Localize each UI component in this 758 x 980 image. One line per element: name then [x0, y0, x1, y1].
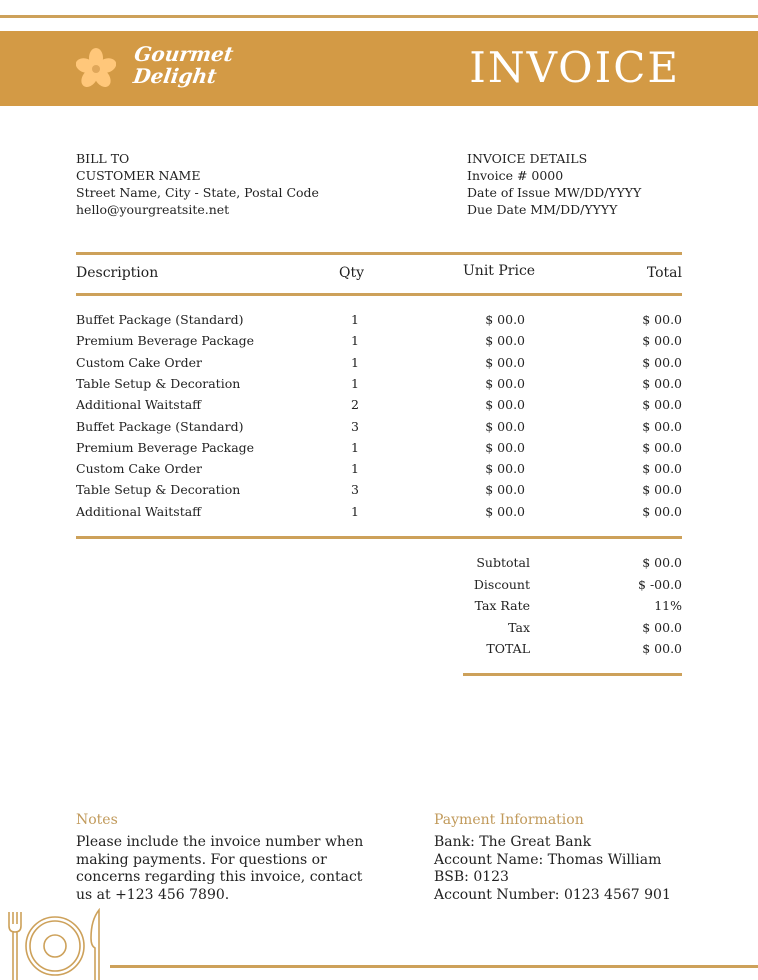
- due-date: Due Date MM/DD/YYYY: [467, 202, 618, 217]
- header-description: Description: [76, 265, 159, 281]
- notes-text: Please include the invoice number when making payments. For questions or concerns regarding this invoice, contact us at +123 456 7890.: [76, 834, 364, 903]
- item-total: $ 00.0: [642, 333, 682, 349]
- table-row: [76, 440, 682, 461]
- item-unit-price: $ 00.0: [485, 354, 525, 370]
- plate-cutlery-icon: [5, 908, 105, 980]
- table-row: [76, 355, 682, 376]
- bank: Bank: The Great Bank: [434, 834, 592, 850]
- footer-divider: [110, 965, 758, 968]
- totals-row: [440, 598, 682, 619]
- invoice-details-label: INVOICE DETAILS: [467, 151, 588, 166]
- item-description: Custom Cake Order: [76, 461, 202, 477]
- item-qty: 3: [351, 482, 359, 498]
- customer-address: Street Name, City - State, Postal Code: [76, 185, 319, 200]
- table-row: [76, 482, 682, 503]
- table-header-divider: [76, 293, 682, 296]
- payment-info: [434, 812, 734, 904]
- totals-label: Tax: [508, 619, 530, 635]
- item-description: Buffet Package (Standard): [76, 418, 244, 434]
- table-top-divider: [76, 252, 682, 255]
- table-row: [76, 376, 682, 397]
- item-unit-price: $ 00.0: [485, 418, 525, 434]
- item-description: Custom Cake Order: [76, 354, 202, 370]
- item-total: $ 00.0: [642, 354, 682, 370]
- bill-to: [76, 150, 319, 218]
- item-unit-price: $ 00.0: [485, 397, 525, 413]
- customer-email: hello@yourgreatsite.net: [76, 202, 230, 217]
- item-qty: 1: [351, 461, 359, 477]
- item-qty: 1: [351, 375, 359, 391]
- invoice-details: [467, 150, 641, 218]
- item-qty: 2: [351, 397, 359, 413]
- totals-row: [440, 620, 682, 641]
- header-band: [0, 31, 758, 106]
- totals-value: 11%: [654, 598, 682, 613]
- top-divider: [0, 15, 758, 18]
- item-total: $ 00.0: [642, 397, 682, 413]
- brand-line-1: Gourmet: [132, 42, 235, 66]
- totals-label: TOTAL: [486, 641, 530, 656]
- item-description: Table Setup & Decoration: [76, 482, 241, 498]
- invoice-number: Invoice # 0000: [467, 168, 564, 183]
- brand-logo-text: [130, 43, 235, 87]
- item-unit-price: $ 00.0: [485, 482, 525, 498]
- notes-label: Notes: [76, 812, 118, 828]
- totals-row: [440, 577, 682, 598]
- item-description: Buffet Package (Standard): [76, 312, 244, 327]
- item-total: $ 00.0: [642, 482, 682, 498]
- account-name: Account Name: Thomas William: [434, 851, 662, 868]
- item-qty: 1: [351, 439, 359, 455]
- issue-date: Date of Issue MW/DD/YYYY: [467, 185, 642, 200]
- header-total: Total: [646, 265, 682, 281]
- item-total: $ 00.0: [642, 375, 682, 391]
- item-total: $ 00.0: [642, 439, 682, 455]
- item-unit-price: $ 00.0: [485, 375, 525, 391]
- table-row: [76, 312, 682, 333]
- table-bottom-divider: [76, 536, 682, 539]
- item-qty: 1: [351, 333, 359, 349]
- item-qty: 1: [351, 503, 359, 519]
- notes: [76, 812, 366, 904]
- totals-divider: [463, 673, 682, 676]
- totals-value: $ 00.0: [642, 641, 682, 656]
- brand-line-2: Delight: [131, 64, 219, 88]
- item-qty: 3: [351, 418, 359, 434]
- item-description: Premium Beverage Package: [76, 439, 255, 455]
- table-row: [76, 419, 682, 440]
- customer-name: CUSTOMER NAME: [76, 168, 201, 183]
- account-number: Account Number: 0123 4567 901: [434, 886, 671, 903]
- totals-label: Discount: [473, 576, 530, 592]
- table-row: [76, 333, 682, 354]
- bsb: BSB: 0123: [434, 869, 509, 885]
- header-unit-price: Unit Price: [463, 263, 536, 279]
- item-description: Additional Waitstaff: [76, 503, 202, 519]
- item-total: $ 00.0: [642, 312, 682, 327]
- totals-label: Subtotal: [476, 555, 530, 570]
- table-row: [76, 504, 682, 525]
- totals-row: [440, 555, 682, 576]
- item-total: $ 00.0: [642, 461, 682, 477]
- item-unit-price: $ 00.0: [485, 312, 525, 327]
- totals-row: [440, 641, 682, 662]
- item-total: $ 00.0: [642, 503, 682, 519]
- item-description: Premium Beverage Package: [76, 333, 255, 349]
- item-qty: 1: [351, 354, 359, 370]
- totals-value: $ 00.0: [642, 619, 682, 635]
- item-unit-price: $ 00.0: [485, 461, 525, 477]
- totals-label: Tax Rate: [474, 598, 530, 613]
- table-row: [76, 397, 682, 418]
- totals-value: $ 00.0: [642, 555, 682, 570]
- totals-value: $ -00.0: [638, 576, 682, 592]
- payment-label: Payment Information: [434, 812, 584, 828]
- item-description: Table Setup & Decoration: [76, 375, 241, 391]
- item-unit-price: $ 00.0: [485, 333, 525, 349]
- item-unit-price: $ 00.0: [485, 439, 525, 455]
- item-unit-price: $ 00.0: [485, 503, 525, 519]
- table-row: [76, 461, 682, 482]
- header-qty: Qty: [339, 265, 365, 281]
- item-total: $ 00.0: [642, 418, 682, 434]
- item-description: Additional Waitstaff: [76, 397, 202, 413]
- bill-to-label: BILL TO: [76, 151, 130, 166]
- invoice-title: INVOICE: [469, 43, 680, 92]
- flower-icon: [76, 47, 116, 91]
- item-qty: 1: [351, 312, 359, 327]
